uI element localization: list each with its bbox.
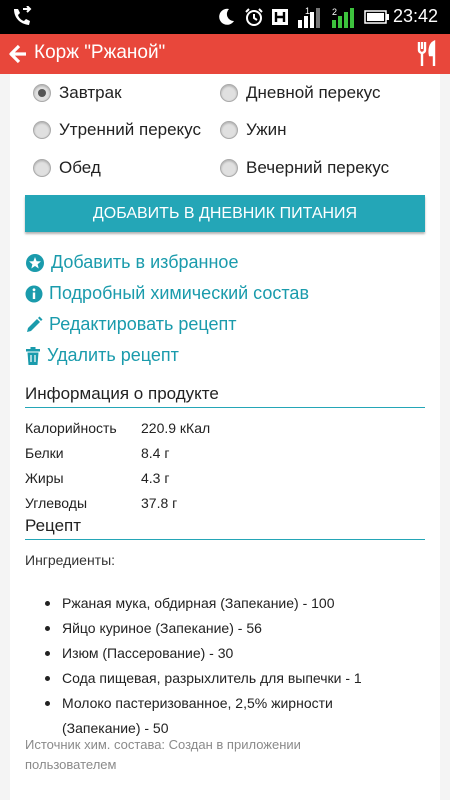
add-favorite-link[interactable] <box>25 252 238 273</box>
ingredients-list <box>25 591 435 741</box>
info-value: 8.4 г <box>141 445 170 461</box>
composition-source: Источник хим. состава: Создан в приложении пользователем <box>25 737 301 772</box>
info-value: 4.3 г <box>141 470 170 486</box>
delete-recipe-link[interactable] <box>25 345 179 366</box>
meal-label: Обед <box>59 158 101 177</box>
svg-text:2: 2 <box>332 7 338 17</box>
action-label: Подробный химический состав <box>49 283 310 303</box>
status-bar <box>0 0 450 34</box>
meal-radio-dinner[interactable] <box>220 120 287 140</box>
h-network-icon <box>272 7 288 27</box>
moon-icon <box>216 7 236 27</box>
info-label: Белки <box>25 445 64 461</box>
edit-recipe-link[interactable] <box>25 314 236 335</box>
action-label: Удалить рецепт <box>47 345 179 365</box>
meal-label: Вечерний перекус <box>246 158 390 177</box>
content-card <box>10 74 440 800</box>
recipe-title: Рецепт <box>25 516 425 540</box>
meal-radio-afternoon-snack[interactable] <box>220 83 380 103</box>
alarm-icon <box>244 7 264 27</box>
list-item: Молоко пастеризованное, 2,5% жирности (Запекание) - 50 <box>25 691 362 741</box>
app-bar <box>0 34 450 74</box>
info-icon <box>25 285 43 303</box>
radio-unchecked-icon <box>220 84 238 102</box>
chemical-composition-link[interactable] <box>25 283 309 304</box>
info-label: Калорийность <box>25 420 117 436</box>
list-item: Яйцо куриное (Запекание) - 56 <box>25 616 435 641</box>
back-arrow-icon[interactable] <box>4 38 34 70</box>
action-label: Добавить в избранное <box>51 252 239 272</box>
meal-label: Утренний перекус <box>59 120 201 139</box>
info-value: 220.9 кКал <box>141 420 211 436</box>
radio-checked-icon <box>33 84 51 102</box>
signal-2-icon <box>330 6 356 28</box>
status-icons <box>216 4 390 30</box>
radio-unchecked-icon <box>33 121 51 139</box>
radio-unchecked-icon <box>220 159 238 177</box>
radio-unchecked-icon <box>220 121 238 139</box>
page-title: Корж "Ржаной" <box>34 42 166 63</box>
trash-icon <box>25 347 41 365</box>
signal-1-icon <box>296 6 322 28</box>
meal-radio-breakfast[interactable] <box>33 83 122 103</box>
meal-label: Ужин <box>246 120 287 139</box>
info-label: Жиры <box>25 470 64 486</box>
meal-label: Завтрак <box>59 83 122 102</box>
list-item: Изюм (Пассерование) - 30 <box>25 641 435 666</box>
list-item: Сода пищевая, разрыхлитель для выпечки - 1 <box>25 666 435 691</box>
meal-radio-lunch[interactable] <box>33 158 101 178</box>
radio-unchecked-icon <box>33 159 51 177</box>
info-label: Углеводы <box>25 495 88 511</box>
meal-label: Дневной перекус <box>246 83 381 102</box>
pencil-icon <box>25 316 43 334</box>
svg-text:1: 1 <box>305 6 311 16</box>
meal-radio-evening-snack[interactable] <box>220 158 389 178</box>
call-forward-icon <box>10 6 34 28</box>
info-value: 37.8 г <box>141 495 178 511</box>
meal-radio-morning-snack[interactable] <box>33 120 201 140</box>
cutlery-icon[interactable] <box>416 40 440 68</box>
battery-icon <box>364 10 390 24</box>
add-to-diary-button[interactable]: ДОБАВИТЬ В ДНЕВНИК ПИТАНИЯ <box>25 195 425 232</box>
ingredients-label: Ингредиенты: <box>25 552 116 568</box>
star-icon <box>25 253 45 273</box>
action-label: Редактировать рецепт <box>49 314 237 334</box>
product-info-title: Информация о продукте <box>25 384 425 408</box>
status-time: 23:42 <box>392 6 438 26</box>
list-item: Ржаная мука, обдирная (Запекание) - 100 <box>25 591 435 616</box>
